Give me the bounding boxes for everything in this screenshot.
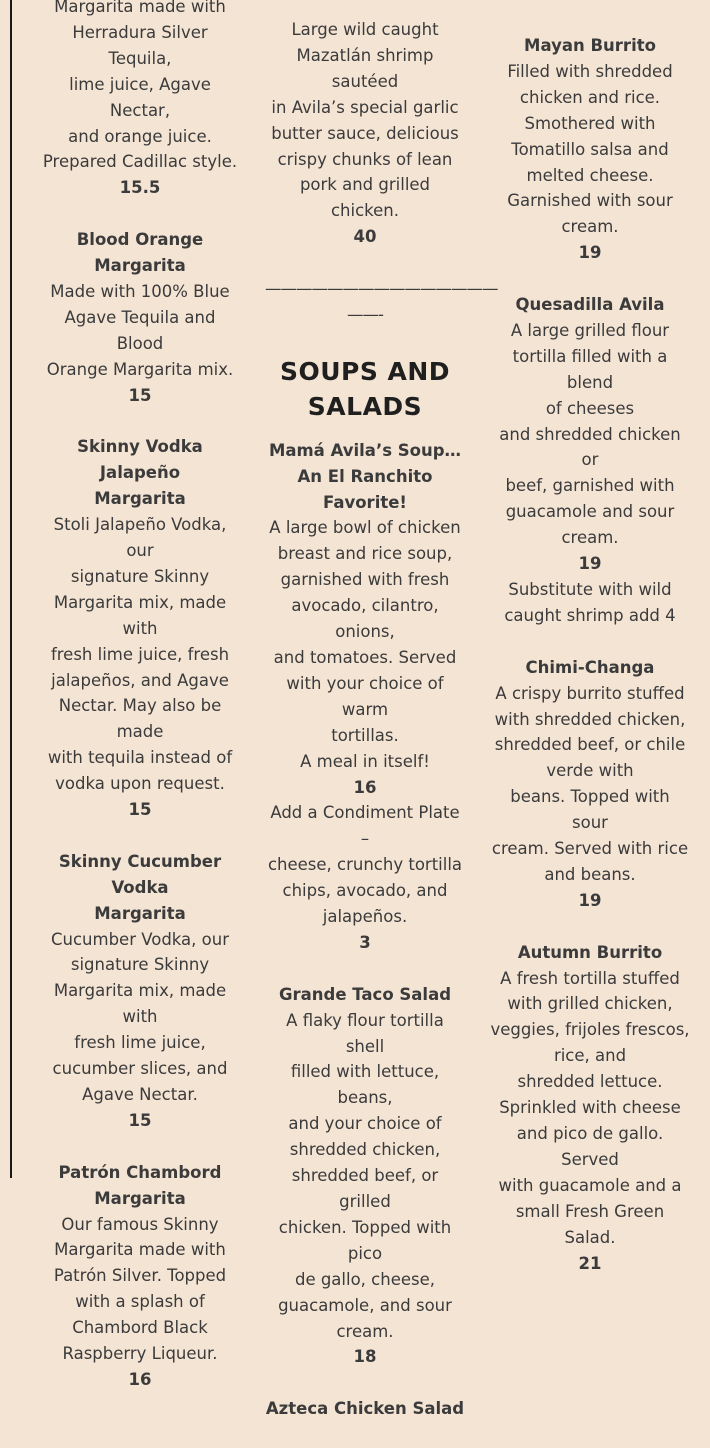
item-description-line: in Avila’s special garlic	[271, 97, 459, 117]
section-divider	[265, 276, 498, 328]
item-description-line: chicken and rice.	[519, 87, 661, 107]
item-description-line: with a splash of	[75, 1292, 205, 1312]
item-description-line: verde with	[546, 761, 634, 781]
menu-item-azteca-chicken-salad	[265, 1396, 465, 1422]
menu-item-chimi-changa	[490, 655, 690, 914]
item-description-line: cream. Served with rice	[491, 839, 689, 859]
menu-item-patron-chambord-margarita	[40, 1160, 240, 1393]
item-description-line: chicken. Topped with pico	[278, 1217, 452, 1263]
menu-item-fragment	[265, 17, 465, 250]
item-price: 19	[578, 554, 602, 574]
item-description-line: cream.	[561, 528, 619, 548]
menu-item-skinny-cucumber-vodka-margarita	[40, 849, 240, 1134]
item-description-line: tortillas.	[331, 725, 399, 745]
item-description-line: A large grilled flour	[510, 320, 670, 340]
item-name: Mayan Burrito	[524, 36, 656, 55]
item-description-line: and orange juice.	[68, 126, 212, 146]
menu-item-fragment	[40, 0, 240, 201]
item-description-line: Agave Tequila and Blood	[64, 307, 216, 353]
item-description-line: A large bowl of chicken	[269, 518, 461, 538]
item-name: Margarita	[94, 489, 186, 509]
item-description-line: jalapeños, and Agave	[51, 670, 229, 690]
item-price: 15	[128, 385, 152, 405]
item-description-line: fresh lime juice,	[74, 1033, 206, 1053]
item-price: 16	[353, 777, 377, 797]
item-description-line: signature Skinny	[70, 955, 210, 975]
item-description-line: Cucumber Vodka, our	[50, 929, 229, 949]
item-description-line: veggies, frijoles frescos,	[490, 1020, 690, 1040]
item-description-line: fresh lime juice, fresh	[50, 644, 230, 664]
item-name: Chimi-Changa	[525, 657, 655, 677]
item-price: 40	[353, 227, 377, 247]
menu-item-mayan-burrito	[490, 33, 690, 266]
item-price: 15	[128, 800, 152, 820]
section-heading-line: SALADS	[307, 391, 423, 421]
item-description-line: small Fresh Green Salad.	[515, 1201, 665, 1247]
item-description-line: Smothered with	[524, 113, 656, 133]
divider-line: ——-	[347, 304, 383, 324]
item-name: Grande Taco Salad	[278, 984, 452, 1004]
item-description-line: A fresh tortilla stuffed	[500, 968, 680, 988]
item-addon-line: cheese, crunchy tortilla	[267, 855, 463, 875]
item-description-line: with guacamole and a	[498, 1175, 682, 1195]
page-left-border	[10, 0, 12, 1178]
item-description-line: beef, garnished with	[505, 476, 675, 496]
item-description-line: Chambord Black	[72, 1318, 208, 1338]
item-name: Margarita	[94, 903, 186, 923]
item-description-line: guacamole and sour	[505, 502, 675, 522]
item-name: Mamá Avila’s Soup…	[268, 440, 462, 460]
item-price: 15	[128, 1110, 152, 1130]
item-description-line: of cheeses	[545, 398, 635, 418]
item-description-line: Nectar. May also be made	[58, 696, 222, 742]
item-description-line: Herradura Silver Tequila,	[72, 22, 208, 68]
menu-item-mama-avilas-soup	[265, 438, 465, 956]
item-description-line: shredded beef, or chile	[494, 735, 686, 755]
item-addon-line: caught shrimp add 4	[504, 605, 676, 625]
item-description-line: filled with lettuce, beans,	[290, 1062, 440, 1108]
item-description-line: vodka upon request.	[55, 774, 225, 794]
item-description-line: Tomatillo salsa and	[511, 139, 669, 159]
item-description-line: Stoli Jalapeño Vodka, our	[53, 515, 227, 560]
section-heading-soups-and-salads	[265, 354, 465, 424]
item-addon-line: Substitute with wild	[508, 580, 672, 600]
item-name: Skinny Cucumber Vodka	[58, 851, 222, 897]
item-description-line: avocado, cilantro, onions,	[291, 596, 439, 642]
item-description-line: guacamole, and sour	[278, 1295, 452, 1315]
divider-line: ———————————————	[265, 279, 498, 299]
item-description-line: Filled with shredded	[507, 61, 673, 81]
item-addon-line: jalapeños.	[322, 907, 408, 927]
item-description-line: Orange Margarita mix.	[46, 359, 234, 379]
item-description-line: shredded lettuce.	[517, 1072, 663, 1092]
item-name: Autumn Burrito	[517, 942, 663, 962]
item-description-line: Raspberry Liqueur.	[62, 1344, 218, 1364]
section-heading-line: SOUPS AND	[279, 356, 451, 386]
item-description-line: crispy chunks of lean	[277, 149, 453, 169]
item-description-line: Garnished with sour	[507, 191, 673, 211]
item-description-line: Made with 100% Blue	[50, 281, 230, 301]
menu-column-1	[40, 0, 240, 1419]
item-price: 18	[353, 1347, 377, 1367]
item-description-line: Margarita mix, made with	[53, 981, 227, 1027]
item-description-line: butter sauce, delicious	[271, 123, 459, 143]
item-description-line: breast and rice soup,	[277, 544, 453, 564]
item-description-line: garnished with fresh	[280, 570, 450, 590]
item-price: 15.5	[119, 178, 161, 198]
item-description-line: Margarita mix, made with	[53, 592, 227, 638]
item-description-line: lime juice, Agave Nectar,	[69, 74, 211, 120]
menu-column-2	[265, 17, 498, 1448]
item-description-line: and tomatoes. Served	[273, 648, 457, 667]
menu-item-quesadilla-avila	[490, 292, 690, 629]
item-description-line: Large wild caught	[291, 20, 439, 39]
item-name: Quesadilla Avila	[515, 295, 665, 315]
item-description-line: with tequila instead of	[47, 748, 233, 768]
item-description-line: cream.	[336, 1321, 394, 1341]
item-description-line: and your choice of	[288, 1114, 442, 1134]
item-description-line: pork and grilled chicken.	[299, 175, 431, 221]
item-price: 16	[128, 1369, 152, 1389]
item-name: Margarita	[94, 1188, 186, 1208]
item-description-line: beans. Topped with sour	[510, 787, 670, 833]
item-description-line: melted cheese.	[526, 165, 654, 185]
item-description-line: and beans.	[544, 864, 636, 884]
menu-item-autumn-burrito	[490, 940, 690, 1277]
item-description-line: rice, and	[553, 1046, 627, 1066]
item-price: 19	[578, 243, 602, 263]
item-description-line: Agave Nectar.	[82, 1085, 198, 1105]
item-description-line: Our famous Skinny	[61, 1214, 219, 1234]
item-description-line: Prepared Cadillac style.	[42, 152, 238, 172]
item-description-line: tortilla filled with a blend	[512, 346, 668, 392]
item-description-line: shredded chicken,	[289, 1140, 441, 1160]
item-description-line: A meal in itself!	[300, 751, 430, 771]
menu-item-grande-taco-salad	[265, 982, 465, 1371]
item-description-line: A flaky flour tortilla shell	[286, 1010, 444, 1056]
item-description-line: shredded beef, or grilled	[291, 1166, 439, 1212]
item-price: 21	[578, 1253, 602, 1273]
menu-item-skinny-vodka-jalapeno-margarita	[40, 434, 240, 823]
item-description-line: Patrón Silver. Topped	[53, 1266, 227, 1286]
item-price: 19	[578, 890, 602, 910]
item-description-line: and pico de gallo. Served	[516, 1124, 664, 1169]
item-name: Blood Orange Margarita	[76, 230, 204, 276]
item-description-line: signature Skinny	[70, 566, 210, 586]
item-name: Patrón Chambord	[58, 1162, 222, 1182]
item-name: Azteca Chicken Salad	[265, 1399, 465, 1419]
item-addon-line: chips, avocado, and	[282, 881, 448, 901]
item-description-line: Sprinkled with cheese	[499, 1098, 681, 1118]
item-description-line: with your choice of warm	[286, 673, 444, 719]
item-description-line: de gallo, cheese,	[294, 1269, 436, 1289]
item-description-line: Margarita made with	[54, 0, 226, 16]
item-name: An El Ranchito Favorite!	[297, 466, 433, 512]
item-name: Skinny Vodka Jalapeño	[77, 437, 203, 483]
item-description-line: and shredded chicken or	[499, 424, 681, 470]
menu-column-3	[490, 33, 690, 1302]
item-addon-line: Add a Condiment Plate –	[270, 803, 460, 849]
item-description-line: cream.	[561, 217, 619, 237]
item-description-line: Margarita made with	[54, 1240, 226, 1260]
item-description-line: Mazatlán shrimp sautéed	[296, 45, 434, 91]
item-description-line: with grilled chicken,	[507, 994, 673, 1014]
item-description-line: A crispy burrito stuffed	[495, 683, 685, 703]
menu-item-blood-orange-margarita	[40, 227, 240, 408]
item-description-line: cucumber slices, and	[52, 1059, 228, 1079]
item-addon-price: 3	[359, 932, 371, 952]
item-description-line: with shredded chicken,	[494, 709, 686, 729]
